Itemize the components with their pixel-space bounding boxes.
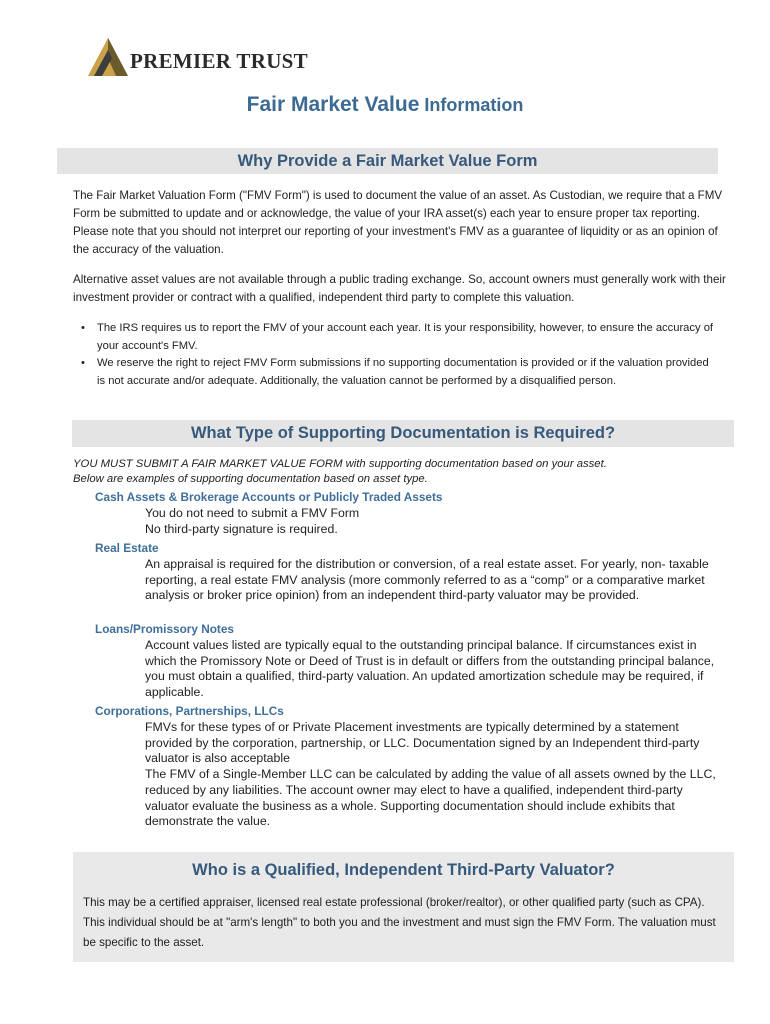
intro-paragraph-2: Alternative asset values are not available through a public trading exchange. So, account owners must generally work with their investment provider or contract with a qualified, independent third party to complete this valuation. [73, 273, 726, 304]
valuator-info-box [73, 852, 734, 962]
cash-line-2: No third-party signature is required. [145, 521, 338, 536]
corporations-line-1: FMVs for these types of or Private Placement investments are typically determined by a statement provided by the corporation, partnership, or LLC. Documentation signed by an Independent third-party valuator is also acceptable [145, 720, 700, 766]
documentation-intro-line-2: Below are examples of supporting documentation based on asset type. [73, 473, 428, 485]
asset-type-heading-cash: Cash Assets & Brokerage Accounts or Publicly Traded Assets [95, 490, 443, 504]
corporations-line-2: The FMV of a Single-Member LLC can be calculated by adding the value of all assets owned by the LLC, reduced by any liabilities. The account owner may elect to have a qualified, independent third-party valuator evaluate the business as a whole. Supporting documentation should include exhibits that demonstrate the value. [145, 767, 716, 829]
list-item: • The IRS requires us to report the FMV of your account each year. It is your responsibility, however, to ensure the accuracy of your account's FMV. [79, 320, 719, 355]
requirements-list [79, 320, 719, 390]
asset-type-heading-corporations: Corporations, Partnerships, LLCs [95, 704, 284, 718]
list-item: • We reserve the right to reject FMV Form submissions if no supporting documentation is provided or if the valuation provided is not accurate and/or adequate. Additionally, the valuation cannot be performed by a disqualified person. [79, 355, 719, 390]
intro-paragraph-1: The Fair Market Valuation Form ("FMV Form") is used to document the value of an asset. As Custodian, we require that a FMV Form be submitted to update and or acknowledge, the value of your IRA asset(s) each year to ensure proper tax reporting. Please note that you should not interpret our reporting of your investment's FMV as a guarantee of liquidity or as an opinion of the accuracy of the valuation. [73, 189, 723, 256]
asset-type-body-cash [145, 506, 725, 537]
page-title-main: Fair Market Value [246, 93, 420, 116]
page-title-sub: Information [419, 95, 524, 115]
real-estate-line-1: An appraisal is required for the distribution or conversion, of a real estate asset. For yearly, non- taxable reporting, a real estate FMV analysis (more commonly referred to as a “comp” or a comparative market analysis or broker price opinion) from an independent third-party valuator may be provided. [145, 557, 709, 603]
triangle-logo-icon [86, 36, 130, 78]
section-heading-valuator: Who is a Qualified, Independent Third-Party Valuator? [192, 861, 615, 879]
premier-trust-logo [86, 30, 308, 78]
documentation-intro [73, 457, 713, 487]
valuator-paragraph: This may be a certified appraiser, licensed real estate professional (broker/realtor), or other qualified party (such as CPA). This individual should be at "arm's length" to both you and the investment and must sign the FMV Form. The valuation must be specific to the asset. [83, 896, 716, 949]
loans-line-1: Account values listed are typically equal to the outstanding principal balance. If circumstances exist in which the Promissory Note or Deed of Trust is in default or differs from the outstanding principal balance, you must obtain a qualified, third-party valuation. An updated amortization schedule may be required, if applicable. [145, 638, 715, 700]
cash-line-1: You do not need to submit a FMV Form [145, 506, 360, 520]
asset-type-body-corporations [145, 720, 725, 830]
asset-type-heading-real-estate: Real Estate [95, 541, 159, 555]
section-heading-documentation: What Type of Supporting Documentation is Required? [72, 420, 734, 447]
logo-text: PREMIER TRUST [130, 49, 308, 73]
documentation-intro-line-1: YOU MUST SUBMIT A FAIR MARKET VALUE FORM with supporting documentation based on your asset. [73, 458, 607, 470]
asset-type-heading-loans: Loans/Promissory Notes [95, 622, 234, 636]
asset-type-body-loans [145, 638, 725, 701]
asset-type-body-real-estate [145, 557, 725, 604]
page-title [0, 93, 770, 117]
section-heading-why: Why Provide a Fair Market Value Form [57, 148, 718, 174]
